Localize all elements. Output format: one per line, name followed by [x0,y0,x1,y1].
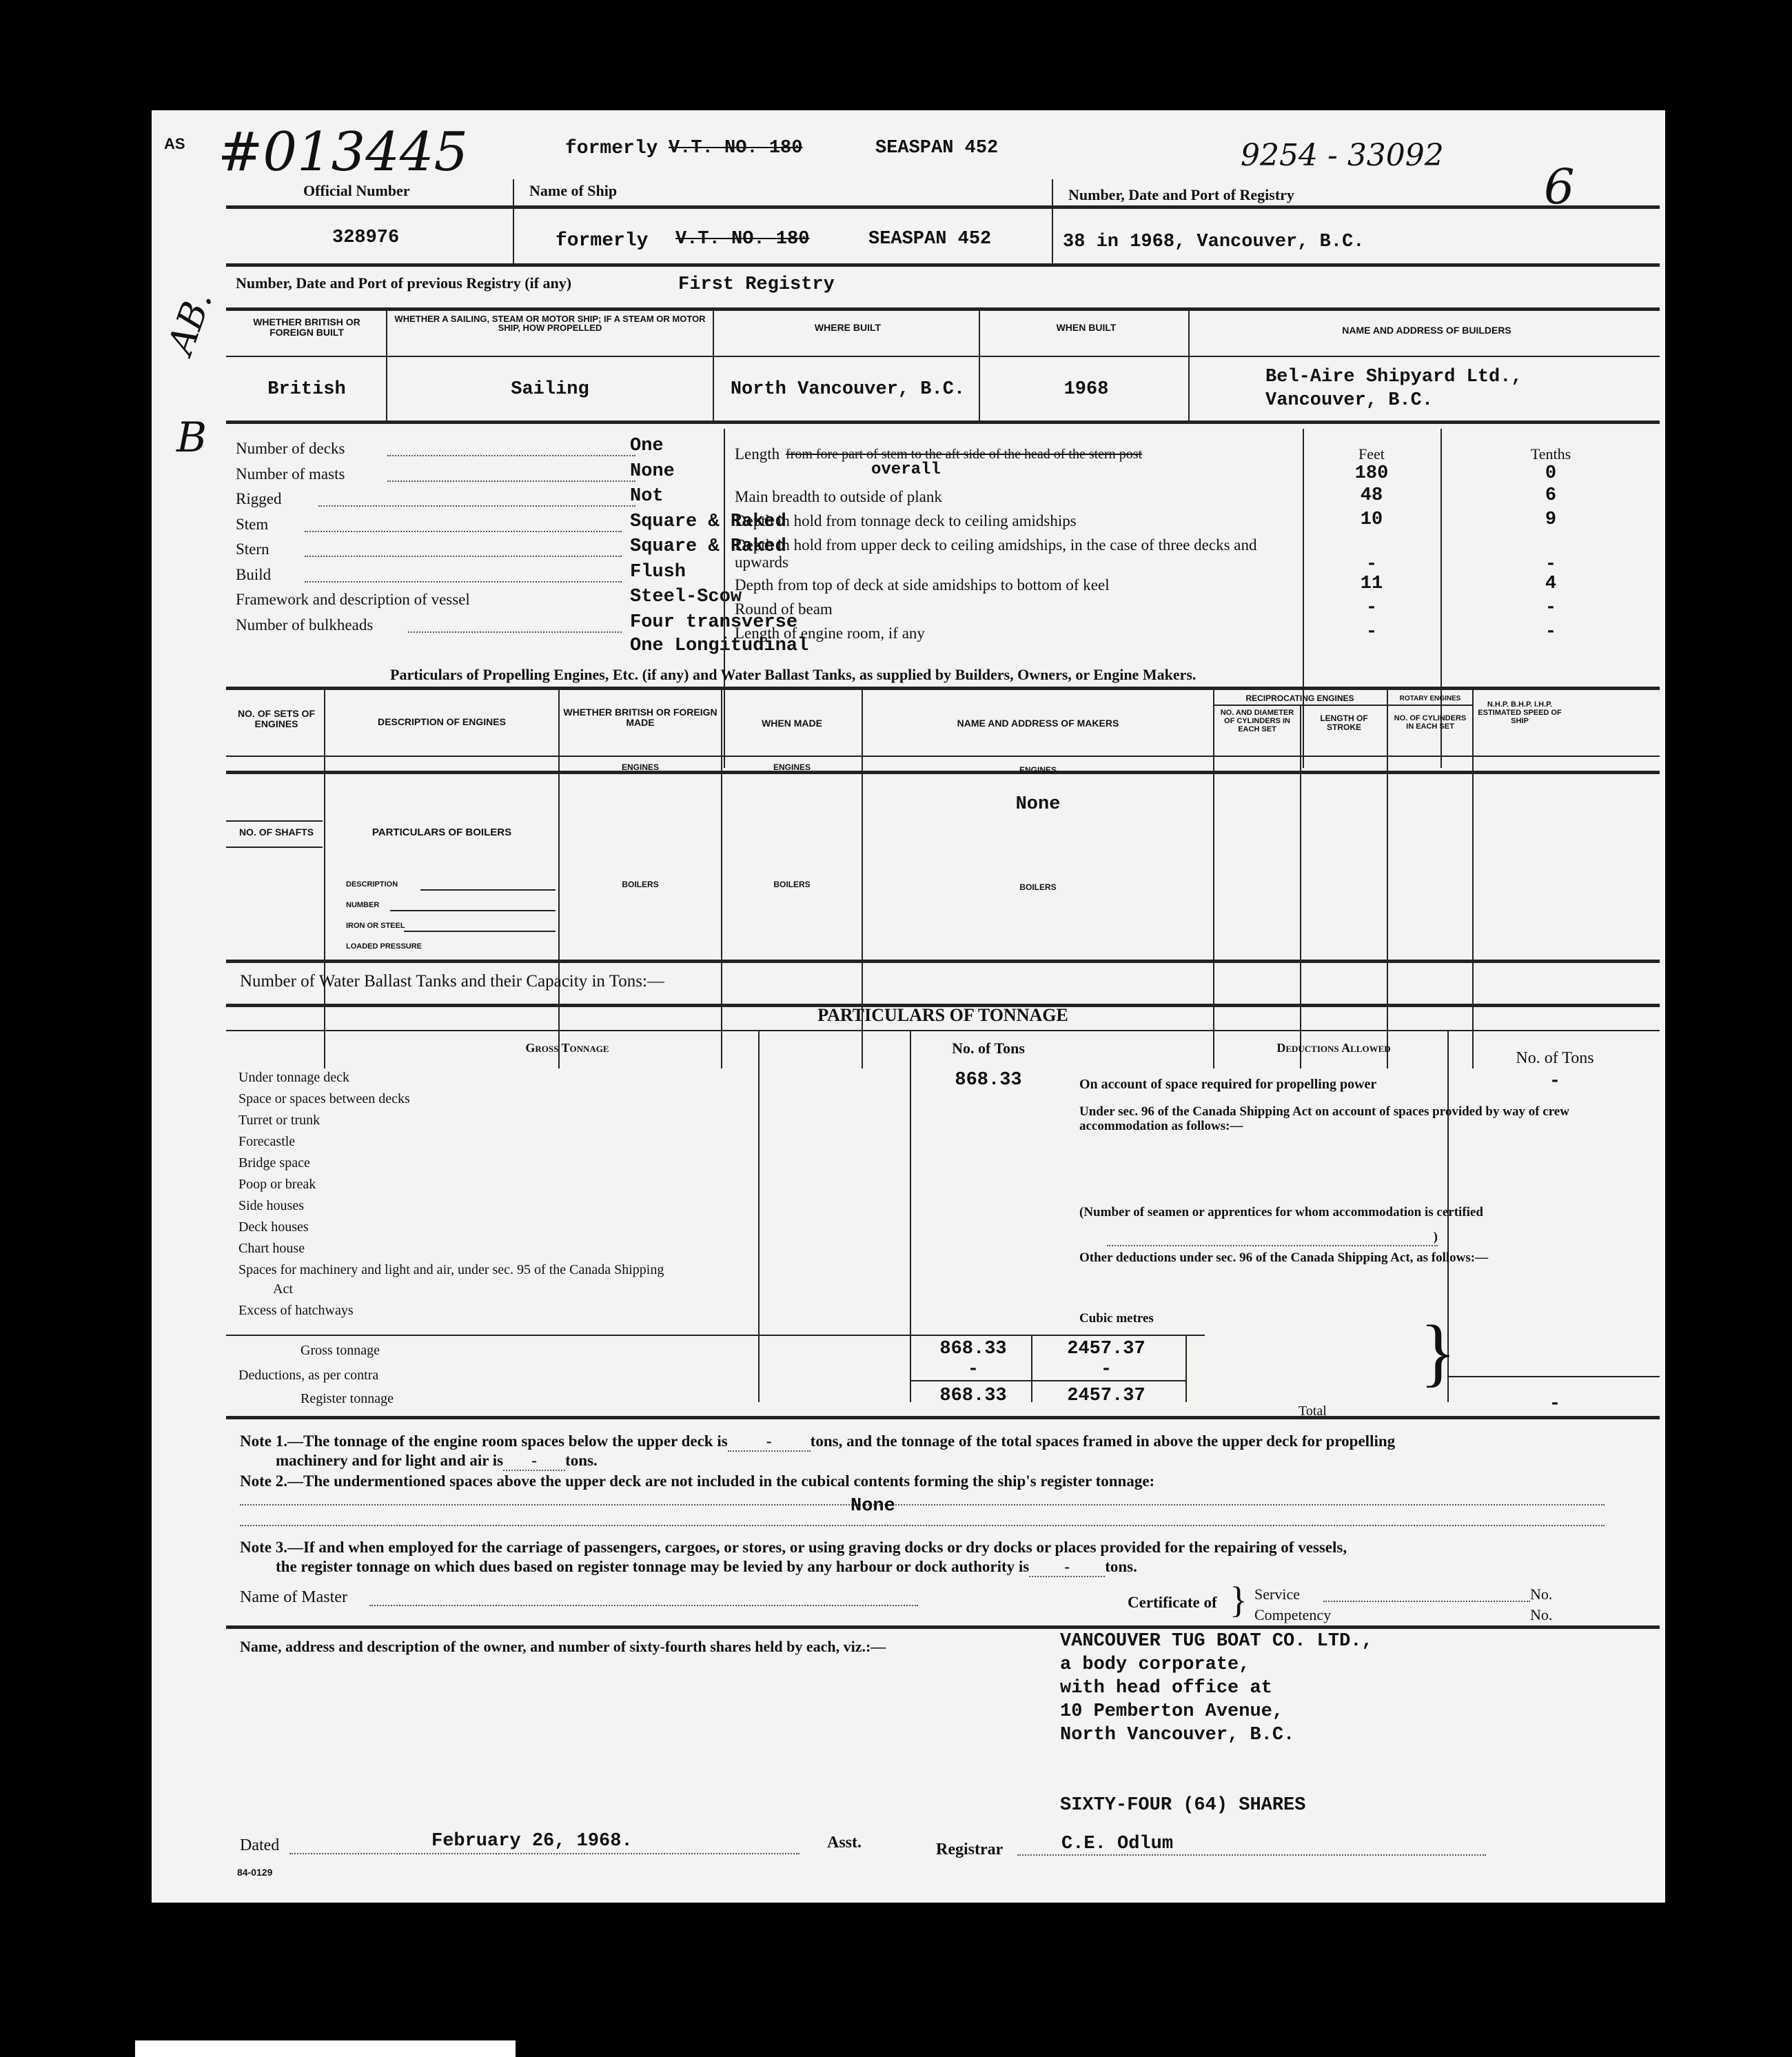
total-value: - [1549,1394,1561,1415]
cert-competency: Competency [1254,1606,1332,1623]
no-tons-2: No. of Tons [1516,1049,1594,1067]
builder-line1: Bel-Aire Shipyard Ltd., [1265,367,1523,387]
header-builders: NAME AND ADDRESS OF BUILDERS [1342,325,1511,336]
dimension-row: Depth in hold from upper deck to ceiling amidships, in the case of three decks and upwards - - [735,536,1557,575]
ded3b: ) [1107,1230,1438,1246]
note2: Note 2.—The undermentioned spaces above the upper deck are not included in the cubical contents forming the ship's register tonnage: [240,1472,1155,1490]
former-ship-name: V.T. NO. 180 [675,229,810,250]
official-number-label: Official Number [303,182,410,199]
engines-word-2: ENGINES [773,762,811,772]
competency-no: No. [1530,1606,1553,1623]
as-mark: AS [164,135,185,152]
h-rotary: ROTARY ENGINES [1399,695,1461,702]
official-number: 328976 [332,227,400,248]
boiler-number: NUMBER [346,901,380,909]
h-sets: NO. OF SETS OF ENGINES [237,708,315,729]
owner-line: VANCOUVER TUG BOAT CO. LTD., [1060,1631,1373,1652]
gross-tons: 868.33 [939,1339,1007,1359]
h-boilers: PARTICULARS OF BOILERS [371,827,512,838]
service-no: No. [1530,1585,1553,1603]
boiler-iron: IRON OR STEEL [346,922,405,930]
brace-right: } [1420,1310,1456,1394]
dimension-row: Length of engine room, if any - - [735,622,1557,642]
owner-line: with head office at [1060,1678,1272,1699]
dimension-row: Depth from top of deck at side amidships to bottom of keel 11 4 [735,574,1557,594]
gross-label: Gross tonnage [301,1343,380,1358]
gross-row: Space or spaces between decks [238,1091,410,1106]
ded1: On account of space required for propelling power [1079,1077,1377,1092]
margin-mark-ab: AB. [160,285,221,360]
engines-none: None [1015,794,1061,815]
header-propulsion: WHETHER A SAILING, STEAM OR MOTOR SHIP; IF A STEAM OR MOTOR SHIP, HOW PROPELLED [394,314,706,333]
ded2: Under sec. 96 of the Canada Shipping Act on account of spaces provided by way of crew accommodation as follows:— [1079,1104,1569,1133]
particular-row: One Longitudinal [630,636,809,656]
reg-tons: 868.33 [939,1386,1007,1406]
ship-name: SEASPAN 452 [868,229,992,250]
h-british: WHETHER BRITISH OR FOREIGN MADE [563,707,717,728]
gross-row: Spaces for machinery and light and air, under sec. 95 of the Canada Shipping [238,1262,664,1277]
ded4: Other deductions under sec. 96 of the Canada Shipping Act, as follows:— [1079,1250,1489,1265]
registry-form [152,110,1665,1903]
note2-line [240,1504,1605,1506]
gross-row: Side houses [238,1198,304,1213]
british-value: British [267,379,346,400]
particular-row: Build Flush [236,561,686,583]
ded1-value: - [1549,1071,1561,1092]
boilers-word-3: BOILERS [1019,882,1057,892]
gross-row: Forecastle [238,1134,296,1149]
h-when: WHEN MADE [762,718,822,729]
register-label: Register tonnage [301,1391,394,1406]
engines-word-3: ENGINES [1019,765,1057,775]
feet-label: Feet [1358,445,1385,463]
dimension-row: Main breadth to outside of plank 48 6 [735,485,1557,506]
registrar-name: C.E. Odlum [1061,1834,1174,1854]
length-overall: overall [871,460,941,479]
h-stroke: LENGTH OF STROKE [1320,713,1368,732]
length-struck: from fore part of stem to the aft side of the head of the stern post [786,447,1143,462]
boiler-desc: DESCRIPTION [346,880,398,889]
owner-label: Name, address and description of the owner, and number of sixty-fourth shares held by each, viz.:— [240,1638,886,1655]
length-label: Length [735,445,780,463]
note3-line1: Note 3.—If and when employed for the carriage of passengers, cargoes, or stores, or using graving docks or dry docks or places provided for the repairing of vessels, [240,1539,1347,1556]
header-where-built: WHERE BUILT [814,322,882,333]
owner-lines [1060,1630,1373,1747]
owner-line: North Vancouver, B.C. [1060,1725,1295,1745]
owner-line: 10 Pemberton Avenue, [1060,1701,1284,1722]
h-makers: NAME AND ADDRESS OF MAKERS [957,718,1119,729]
handwritten-mark: 6 [1544,159,1575,215]
particular-row: Number of bulkheads Four transverse [236,611,798,634]
dated-line [289,1853,800,1854]
cert-service: Service [1254,1585,1300,1603]
handwritten-reference: 9254 - 33092 [1241,138,1444,173]
h-shafts: NO. OF SHAFTS [238,827,314,838]
master-line [369,1605,918,1606]
particular-row: Stem Square & Raked [236,511,786,533]
reg-m3: 2457.37 [1067,1386,1146,1406]
formerly-label: formerly [565,138,658,159]
h-desc: DESCRIPTION OF ENGINES [378,716,506,727]
prev-registry-value: First Registry [678,274,835,295]
tenths-label: Tenths [1530,445,1571,463]
header-when-built: WHEN BUILT [1056,322,1117,333]
note1-line1: Note 1.—The tonnage of the engine room spaces below the upper deck is - tons, and the tonnage of the total spaces framed in above the upper deck for propelling [240,1432,1395,1452]
deductions-label: Deductions, as per contra [238,1368,379,1383]
asst-label: Asst. [827,1834,862,1852]
length-tenths: 0 [1545,463,1557,484]
registrar-line [1017,1854,1486,1856]
boilers-word-1: BOILERS [622,880,659,889]
gross-m3: 2457.37 [1067,1339,1146,1359]
h-rotcyl: NO. OF CYLINDERS IN EACH SET [1394,714,1467,731]
gross-row: Turret or trunk [238,1113,320,1128]
registry-label: Number, Date and Port of Registry [1068,186,1294,203]
current-name-header: SEASPAN 452 [875,138,999,159]
under-deck-tons: 868.33 [955,1070,1022,1091]
where-built-value: North Vancouver, B.C. [730,379,966,400]
prev-registry-label: Number, Date and Port of previous Registry (if any) [236,274,572,292]
ded3: (Number of seamen or apprentices for whom accommodation is certified [1079,1205,1483,1219]
particular-row: Stern Square & Raked [236,536,786,558]
note3-line2: the register tonnage on which dues based on register tonnage may be levied by any harbour or dock authority is - tons. [276,1558,1137,1577]
gross-row: Bridge space [238,1155,310,1171]
h-nhp: N.H.P. B.H.P. I.H.P. ESTIMATED SPEED OF SHIP [1478,700,1562,725]
particular-row: Number of decks One [236,436,664,457]
total-label: Total [1299,1404,1327,1419]
no-tons-1: No. of Tons [952,1040,1025,1057]
ded-m3: - [1100,1359,1112,1380]
gross-row: Deck houses [238,1219,309,1235]
gross-row: Chart house [238,1241,305,1256]
form-number: 84-0129 [237,1867,273,1878]
dimension-row: Depth in hold from tonnage deck to ceiling amidships 10 9 [735,509,1557,530]
registry-value: 38 in 1968, Vancouver, B.C. [1063,232,1365,252]
gross-row: Excess of hatchways [238,1303,354,1318]
former-name-header: V.T. NO. 180 [669,138,803,159]
margin-mark-b: B [176,414,207,462]
engines-title: Particulars of Propelling Engines, Etc. (if any) and Water Ballast Tanks, as supplied by Builders, Owners, or Engine Makers. [390,666,1197,683]
dated-value: February 26, 1968. [431,1831,633,1852]
note2-line2 [240,1525,1605,1526]
h-recip: RECIPROCATING ENGINES [1245,693,1354,703]
dimension-rows [735,485,1658,649]
owner-shares: SIXTY-FOUR (64) SHARES [1060,1795,1306,1816]
engines-word-1: ENGINES [621,762,659,772]
boiler-pressure: LOADED PRESSURE [346,942,422,951]
boilers-word-2: BOILERS [773,880,811,889]
name-of-ship-label: Name of Ship [529,182,618,199]
handwritten-number: #013445 [218,121,469,183]
dimension-row: Round of beam - - [735,598,1557,618]
formerly-text: formerly [556,230,649,252]
when-built-value: 1968 [1063,379,1109,400]
propulsion-value: Sailing [511,379,589,400]
master-label: Name of Master [240,1588,347,1606]
ballast-label: Number of Water Ballast Tanks and their Capacity in Tons:— [240,972,664,991]
length-feet: 180 [1354,463,1389,484]
gross-row: Poop or break [238,1177,316,1192]
deductions-header: Deductions Allowed [1276,1041,1391,1055]
ded-tons: - [967,1359,979,1380]
gross-row: Act [273,1281,293,1297]
h-cyl: NO. AND DIAMETER OF CYLINDERS IN EACH SET [1220,709,1294,733]
cubic-metres: Cubic metres [1079,1311,1154,1326]
note2-value: None [851,1496,895,1517]
cert-brace: } [1230,1579,1248,1621]
gross-row: Under tonnage deck [238,1070,350,1085]
dated-label: Dated [240,1836,280,1854]
service-line [1323,1601,1530,1602]
gross-rows [238,1070,755,1324]
builder-line2: Vancouver, B.C. [1265,390,1434,411]
scan-artifact [135,2040,516,2057]
note1-line2: machinery and for light and air is - tons. [276,1452,598,1471]
header-british: WHETHER BRITISH OR FOREIGN BUILT [253,316,360,338]
particular-row: Framework and description of vessel Steel-Scow [236,587,742,608]
gross-header: Gross Tonnage [525,1041,609,1055]
cert-label: Certificate of [1128,1594,1217,1611]
owner-line: a body corporate, [1060,1654,1250,1675]
particular-row: Rigged Not [236,486,664,507]
tonnage-title: PARTICULARS OF TONNAGE [817,1005,1068,1025]
particular-row: Number of masts None [236,460,675,483]
registrar-label: Registrar [936,1841,1004,1858]
